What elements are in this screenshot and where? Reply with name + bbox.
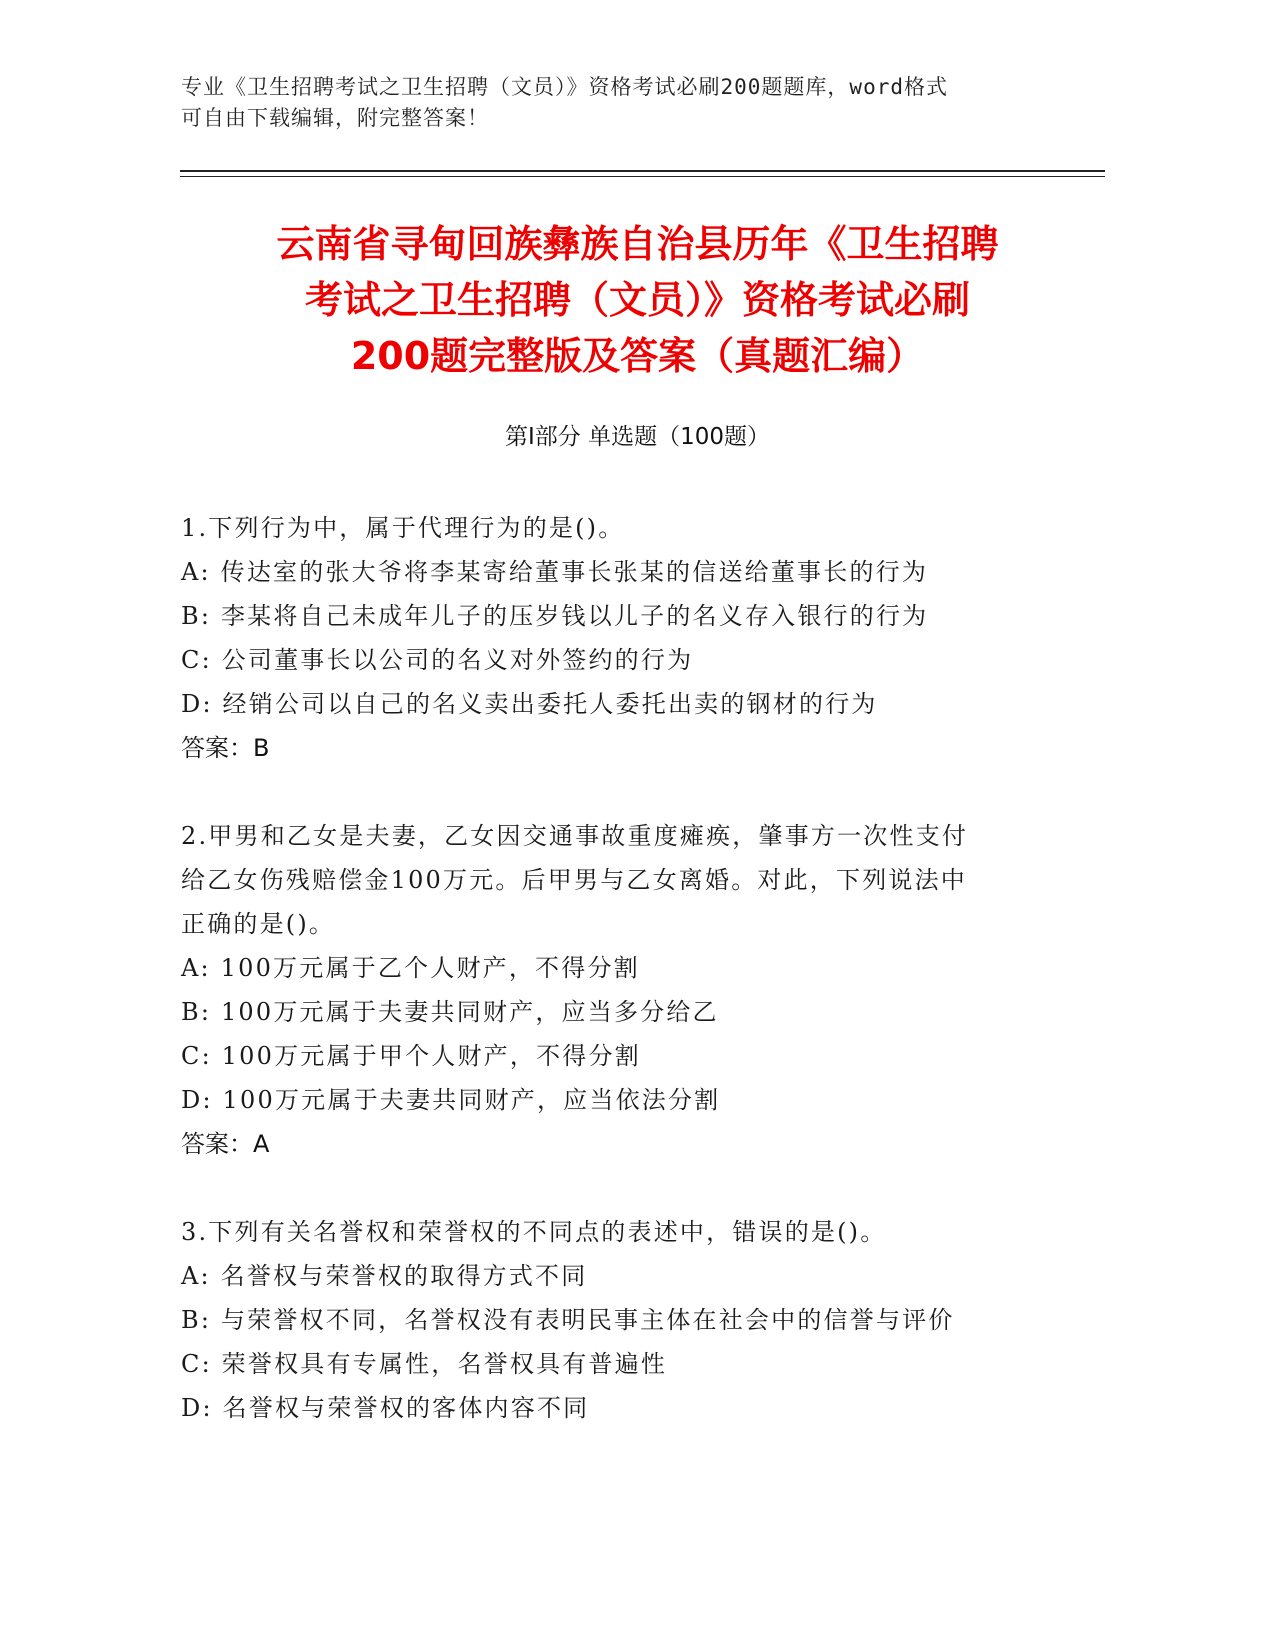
document-title: [150, 216, 1125, 384]
option-a: A: 名誉权与荣誉权的取得方式不同: [181, 1262, 588, 1290]
option-a: A: 传达室的张大爷将李某寄给董事长张某的信送给董事长的行为: [181, 558, 929, 586]
question-stem: 正确的是()。: [181, 910, 336, 938]
header-divider-thin: [180, 176, 1105, 177]
option-b: B: 与荣誉权不同，名誉权没有表明民事主体在社会中的信誉与评价: [181, 1306, 955, 1334]
question-item: [181, 1210, 1061, 1430]
option-b: B: 李某将自己未成年儿子的压岁钱以儿子的名义存入银行的行为: [181, 602, 929, 630]
option-b: B: 100万元属于夫妻共同财产，应当多分给乙: [181, 998, 719, 1026]
title-line: 200题完整版及答案（真题汇编）: [350, 334, 925, 378]
question-item: [181, 814, 1061, 1166]
question-stem: 3.下列有关名誉权和荣誉权的不同点的表述中，错误的是()。: [181, 1218, 887, 1246]
option-d: D: 100万元属于夫妻共同财产，应当依法分割: [181, 1086, 721, 1114]
option-c: C: 100万元属于甲个人财产，不得分割: [181, 1042, 641, 1070]
title-line: 云南省寻甸回族彝族自治县历年《卫生招聘: [276, 222, 999, 266]
intro-line: 专业《卫生招聘考试之卫生招聘（文员）》资格考试必刷200题题库，word格式: [181, 75, 948, 99]
question-stem: 给乙女伤残赔偿金100万元。后甲男与乙女离婚。对此，下列说法中: [181, 866, 968, 894]
question-list: [181, 506, 1061, 1474]
option-c: C: 公司董事长以公司的名义对外签约的行为: [181, 646, 694, 674]
section-heading: 第Ⅰ部分 单选题（100题）: [505, 424, 770, 450]
option-a: A: 100万元属于乙个人财产，不得分割: [181, 954, 640, 982]
option-d: D: 名誉权与荣誉权的客体内容不同: [181, 1394, 590, 1422]
answer-text: 答案：A: [181, 1130, 270, 1158]
question-item: [181, 506, 1061, 770]
intro-line: 可自由下载编辑，附完整答案！: [181, 106, 489, 130]
question-stem: 2.甲男和乙女是夫妻，乙女因交通事故重度瘫痪，肇事方一次性支付: [181, 822, 969, 850]
header-divider-thick: [180, 170, 1105, 172]
intro-text: [181, 72, 1061, 134]
question-stem: 1.下列行为中，属于代理行为的是()。: [181, 514, 625, 542]
option-c: C: 荣誉权具有专属性，名誉权具有普遍性: [181, 1350, 668, 1378]
option-d: D: 经销公司以自己的名义卖出委托人委托出卖的钢材的行为: [181, 690, 878, 718]
answer-text: 答案：B: [181, 734, 270, 762]
title-line: 考试之卫生招聘（文员）》资格考试必刷: [304, 278, 970, 322]
